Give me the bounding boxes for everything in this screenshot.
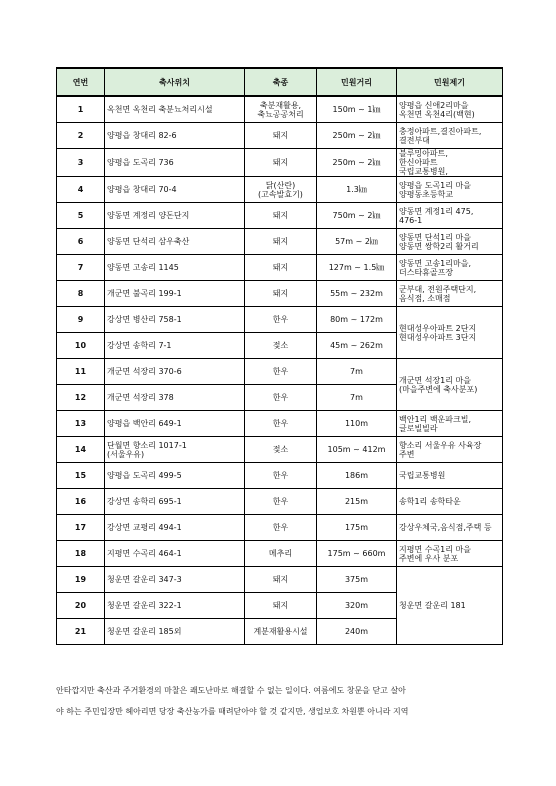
row-number: 16	[57, 489, 105, 515]
complaint-distance: 750m ~ 2㎞	[317, 203, 397, 229]
livestock-type: 돼지	[245, 229, 317, 255]
barn-location: 강상면 병산리 758-1	[105, 307, 245, 333]
table-row	[57, 437, 503, 463]
barn-location: 개군면 석장리 370-6	[105, 359, 245, 385]
barn-location: 양평읍 백안리 649-1	[105, 411, 245, 437]
paragraph-line: 안타깝지만 축산과 주거환경의 마찰은 쾌도난마로 해결할 수 없는 일이다. 여름에도 창문을 닫고 살아	[56, 686, 406, 695]
complaint-distance: 80m ~ 172m	[317, 307, 397, 333]
complaint-source: 양동면 고송1리마을, 더스타휴골프장	[397, 255, 503, 281]
barn-location: 양평읍 도곡리 736	[105, 149, 245, 177]
barn-location: 양평읍 창대리 82-6	[105, 123, 245, 149]
row-number: 12	[57, 385, 105, 411]
header-species: 축종	[245, 68, 317, 96]
body-paragraph	[56, 680, 502, 722]
row-number: 11	[57, 359, 105, 385]
barn-location: 청운면 갈운리 347-3	[105, 567, 245, 593]
livestock-type: 한우	[245, 515, 317, 541]
table-row	[57, 177, 503, 203]
table-row	[57, 149, 503, 177]
complaint-source: 향소리 서울우유 사육장 주변	[397, 437, 503, 463]
complaint-source: 양동면 계정1리 475, 476-1	[397, 203, 503, 229]
complaint-source: 군부대, 전원주택단지, 음식점, 소매점	[397, 281, 503, 307]
row-number: 21	[57, 619, 105, 645]
row-number: 13	[57, 411, 105, 437]
complaint-distance: 110m	[317, 411, 397, 437]
complaint-source: 블루밍아파트, 한신아파트 국립교통병원,	[397, 149, 503, 177]
table-row	[57, 463, 503, 489]
barn-location: 강상면 교평리 494-1	[105, 515, 245, 541]
table-row	[57, 567, 503, 593]
table-row	[57, 359, 503, 385]
header-no: 연번	[57, 68, 105, 96]
table-row	[57, 203, 503, 229]
header-complaint: 민원제기	[397, 68, 503, 96]
complaint-source: 지평면 수곡1리 마을 주변에 우사 분포	[397, 541, 503, 567]
complaint-source: 송학1리 송학타운	[397, 489, 503, 515]
barn-location: 양평읍 창대리 70-4	[105, 177, 245, 203]
livestock-type: 돼지	[245, 593, 317, 619]
table-row	[57, 307, 503, 333]
livestock-type: 닭(산란) (고속발효기)	[245, 177, 317, 203]
table-row	[57, 229, 503, 255]
complaint-source: 현대성우아파트 2단지 현대성우아파트 3단지	[397, 307, 503, 359]
row-number: 8	[57, 281, 105, 307]
barn-location: 강상면 송학리 695-1	[105, 489, 245, 515]
complaint-distance: 57m ~ 2㎞	[317, 229, 397, 255]
barn-location: 양평읍 도곡리 499-5	[105, 463, 245, 489]
barn-location: 청운면 갈운리 185외	[105, 619, 245, 645]
barn-location: 양동면 고송리 1145	[105, 255, 245, 281]
complaint-distance: 240m	[317, 619, 397, 645]
table-row	[57, 255, 503, 281]
barn-location: 지평면 수곡리 464-1	[105, 541, 245, 567]
row-number: 15	[57, 463, 105, 489]
header-distance: 민원거리	[317, 68, 397, 96]
barn-location: 청운면 갈운리 322-1	[105, 593, 245, 619]
barn-location: 단월면 향소리 1017-1 (서울우유)	[105, 437, 245, 463]
livestock-type: 한우	[245, 411, 317, 437]
livestock-type: 돼지	[245, 123, 317, 149]
livestock-type: 돼지	[245, 203, 317, 229]
complaint-distance: 105m ~ 412m	[317, 437, 397, 463]
table-row	[57, 489, 503, 515]
barn-location: 양동면 계정리 양돈단지	[105, 203, 245, 229]
row-number: 10	[57, 333, 105, 359]
complaint-distance: 1.3㎞	[317, 177, 397, 203]
complaint-source: 개군면 석장1리 마을 (마을주변에 축사분포)	[397, 359, 503, 411]
row-number: 19	[57, 567, 105, 593]
row-number: 7	[57, 255, 105, 281]
complaint-distance: 375m	[317, 567, 397, 593]
barn-location: 개군면 불곡리 199-1	[105, 281, 245, 307]
barn-location: 양동면 단석리 삼우축산	[105, 229, 245, 255]
livestock-type: 한우	[245, 463, 317, 489]
header-location: 축사위치	[105, 68, 245, 96]
row-number: 1	[57, 96, 105, 123]
barn-location: 옥천면 옥천리 축분뇨처리시설	[105, 96, 245, 123]
livestock-type: 한우	[245, 359, 317, 385]
livestock-type: 돼지	[245, 255, 317, 281]
complaint-distance: 150m ~ 1㎞	[317, 96, 397, 123]
row-number: 5	[57, 203, 105, 229]
complaint-distance: 215m	[317, 489, 397, 515]
table-row	[57, 281, 503, 307]
row-number: 3	[57, 149, 105, 177]
livestock-type: 젖소	[245, 437, 317, 463]
barn-location: 개군면 석장리 378	[105, 385, 245, 411]
livestock-type: 젖소	[245, 333, 317, 359]
row-number: 20	[57, 593, 105, 619]
complaint-distance: 175m	[317, 515, 397, 541]
table-header-row	[57, 68, 503, 96]
row-number: 14	[57, 437, 105, 463]
table-row	[57, 96, 503, 123]
paragraph-line: 야 하는 주민입장만 헤아리면 당장 축산농가를 때려닫아야 할 것 같지만, 생업보호 차원뿐 아니라 지역	[56, 707, 409, 716]
row-number: 4	[57, 177, 105, 203]
complaint-distance: 186m	[317, 463, 397, 489]
barn-location: 강상면 송학리 7-1	[105, 333, 245, 359]
table-row	[57, 123, 503, 149]
complaint-distance: 320m	[317, 593, 397, 619]
livestock-complaint-table	[56, 67, 503, 645]
row-number: 6	[57, 229, 105, 255]
livestock-type: 돼지	[245, 567, 317, 593]
complaint-source: 백안1리 백운파크빌, 글로빌빌라	[397, 411, 503, 437]
row-number: 2	[57, 123, 105, 149]
livestock-type: 계분재활용시설	[245, 619, 317, 645]
livestock-type: 한우	[245, 307, 317, 333]
complaint-distance: 55m ~ 232m	[317, 281, 397, 307]
table-row	[57, 515, 503, 541]
complaint-source: 양평읍 신애2리마을 옥천면 옥천4리(백현)	[397, 96, 503, 123]
livestock-type: 메추리	[245, 541, 317, 567]
complaint-distance: 7m	[317, 385, 397, 411]
complaint-distance: 7m	[317, 359, 397, 385]
complaint-distance: 250m ~ 2㎞	[317, 149, 397, 177]
complaint-source: 강상우체국,음식점,주택 등	[397, 515, 503, 541]
table-row	[57, 541, 503, 567]
row-number: 9	[57, 307, 105, 333]
complaint-source: 청운면 갈운리 181	[397, 567, 503, 645]
complaint-distance: 45m ~ 262m	[317, 333, 397, 359]
table-row	[57, 411, 503, 437]
complaint-source: 양동면 단석1리 마을 양동면 쌍학2리 활거리	[397, 229, 503, 255]
livestock-type: 돼지	[245, 281, 317, 307]
complaint-source: 양평읍 도곡1리 마을 양평동초등학교	[397, 177, 503, 203]
complaint-source: 충정아파트,결진아파트, 결전부대	[397, 123, 503, 149]
livestock-type: 한우	[245, 385, 317, 411]
complaint-source: 국립교통병원	[397, 463, 503, 489]
complaint-distance: 250m ~ 2㎞	[317, 123, 397, 149]
row-number: 18	[57, 541, 105, 567]
complaint-distance: 175m ~ 660m	[317, 541, 397, 567]
livestock-type: 돼지	[245, 149, 317, 177]
livestock-type: 축분재활용, 축뇨공공처리	[245, 96, 317, 123]
livestock-type: 한우	[245, 489, 317, 515]
complaint-distance: 127m ~ 1.5㎞	[317, 255, 397, 281]
row-number: 17	[57, 515, 105, 541]
